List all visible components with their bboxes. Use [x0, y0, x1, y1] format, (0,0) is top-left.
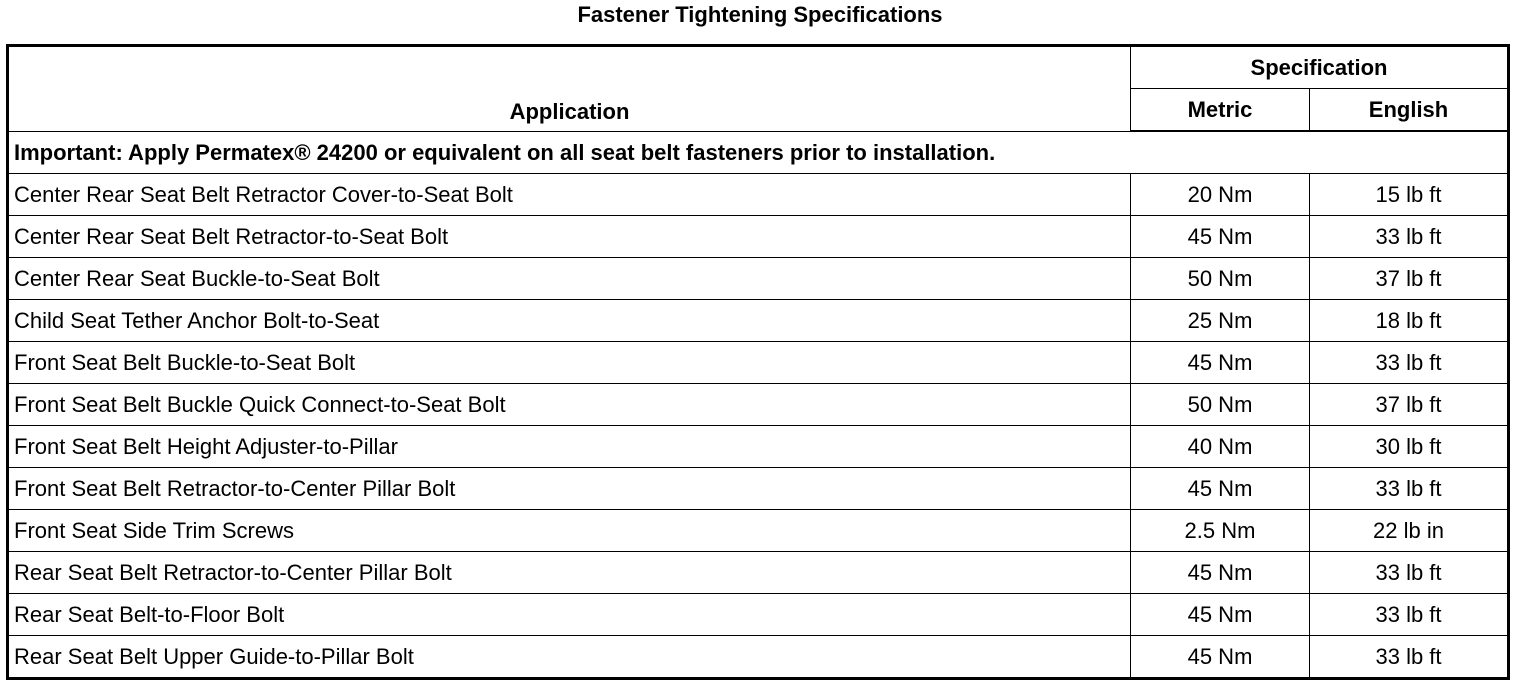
cell-metric: 45 Nm	[1131, 594, 1310, 636]
column-header-specification: Specification	[1131, 46, 1509, 89]
cell-english: 18 lb ft	[1310, 300, 1509, 342]
table-row	[8, 468, 1509, 510]
cell-metric: 40 Nm	[1131, 426, 1310, 468]
table-row	[8, 258, 1509, 300]
cell-english: 33 lb ft	[1310, 552, 1509, 594]
cell-application: Front Seat Belt Buckle Quick Connect-to-Seat Bolt	[8, 384, 1131, 426]
column-header-metric: Metric	[1131, 89, 1310, 132]
note-row	[8, 131, 1509, 174]
cell-application: Front Seat Belt Buckle-to-Seat Bolt	[8, 342, 1131, 384]
cell-english: 15 lb ft	[1310, 174, 1509, 216]
cell-english: 22 lb in	[1310, 510, 1509, 552]
cell-metric: 45 Nm	[1131, 216, 1310, 258]
table-row	[8, 300, 1509, 342]
table-row	[8, 594, 1509, 636]
cell-english: 33 lb ft	[1310, 594, 1509, 636]
cell-application: Rear Seat Belt-to-Floor Bolt	[8, 594, 1131, 636]
fastener-spec-table	[6, 44, 1510, 680]
cell-english: 33 lb ft	[1310, 216, 1509, 258]
cell-english: 30 lb ft	[1310, 426, 1509, 468]
table-row	[8, 342, 1509, 384]
table-header	[8, 46, 1509, 132]
cell-metric: 45 Nm	[1131, 342, 1310, 384]
table-row	[8, 636, 1509, 679]
cell-application: Center Rear Seat Belt Retractor-to-Seat Bolt	[8, 216, 1131, 258]
cell-application: Front Seat Side Trim Screws	[8, 510, 1131, 552]
table-row	[8, 384, 1509, 426]
important-note: Important: Apply Permatex® 24200 or equivalent on all seat belt fasteners prior to installation.	[8, 131, 1509, 174]
cell-metric: 45 Nm	[1131, 552, 1310, 594]
table-row	[8, 216, 1509, 258]
page-title: Fastener Tightening Specifications	[577, 2, 943, 27]
cell-metric: 20 Nm	[1131, 174, 1310, 216]
cell-metric: 45 Nm	[1131, 636, 1310, 679]
cell-application: Rear Seat Belt Upper Guide-to-Pillar Bolt	[8, 636, 1131, 679]
cell-application: Center Rear Seat Buckle-to-Seat Bolt	[8, 258, 1131, 300]
cell-english: 33 lb ft	[1310, 636, 1509, 679]
cell-application: Child Seat Tether Anchor Bolt-to-Seat	[8, 300, 1131, 342]
table-row	[8, 510, 1509, 552]
table-body	[8, 131, 1509, 679]
table-row	[8, 174, 1509, 216]
column-header-english: English	[1310, 89, 1509, 132]
cell-english: 33 lb ft	[1310, 342, 1509, 384]
cell-english: 37 lb ft	[1310, 384, 1509, 426]
column-header-application: Application	[8, 46, 1131, 132]
cell-english: 37 lb ft	[1310, 258, 1509, 300]
cell-application: Rear Seat Belt Retractor-to-Center Pillar Bolt	[8, 552, 1131, 594]
cell-metric: 2.5 Nm	[1131, 510, 1310, 552]
header-row-top	[8, 46, 1509, 89]
cell-application: Front Seat Belt Retractor-to-Center Pillar Bolt	[8, 468, 1131, 510]
cell-application: Center Rear Seat Belt Retractor Cover-to-Seat Bolt	[8, 174, 1131, 216]
cell-metric: 50 Nm	[1131, 384, 1310, 426]
cell-metric: 50 Nm	[1131, 258, 1310, 300]
table-row	[8, 552, 1509, 594]
cell-application: Front Seat Belt Height Adjuster-to-Pillar	[8, 426, 1131, 468]
cell-metric: 45 Nm	[1131, 468, 1310, 510]
cell-english: 33 lb ft	[1310, 468, 1509, 510]
cell-metric: 25 Nm	[1131, 300, 1310, 342]
table-row	[8, 426, 1509, 468]
